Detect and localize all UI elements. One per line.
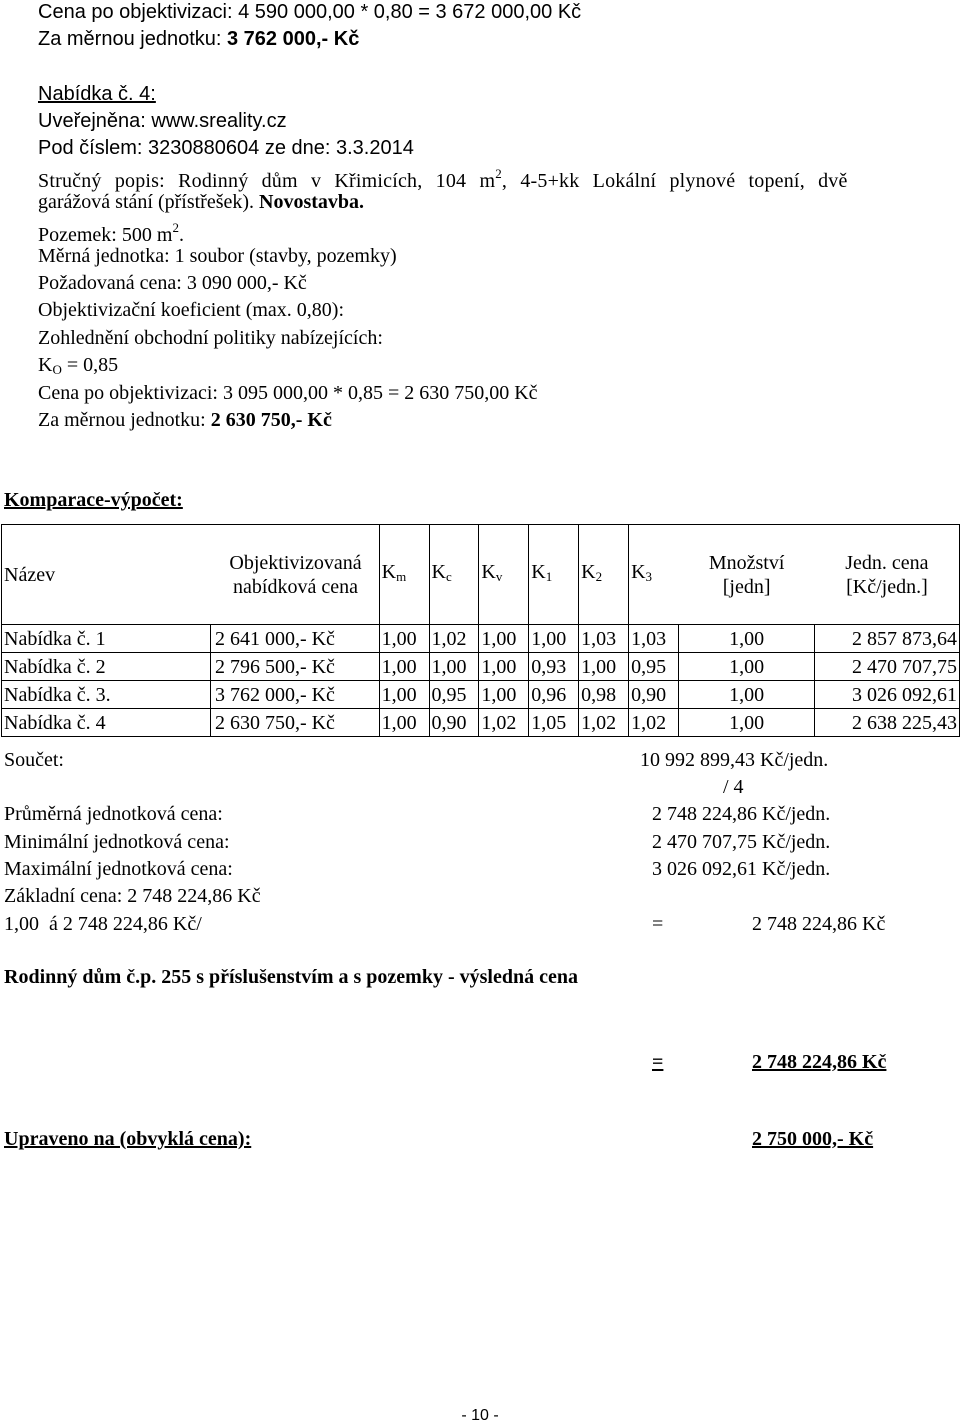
row-k2: 0,98 bbox=[579, 681, 629, 709]
header-k2 bbox=[579, 525, 629, 625]
header-kc bbox=[429, 525, 479, 625]
row-name: Nabídka č. 4 bbox=[2, 709, 211, 737]
adjusted-label: Upraveno na (obvyklá cena): bbox=[4, 1128, 252, 1150]
row-quantity: 1,00 bbox=[678, 625, 814, 653]
average-label: Průměrná jednotková cena: bbox=[4, 803, 223, 825]
kv-sub: v bbox=[495, 569, 503, 584]
table-row bbox=[2, 709, 960, 737]
offer-4-plot-a: Pozemek: 500 m bbox=[38, 224, 173, 246]
row-name: Nabídka č. 3. bbox=[2, 681, 211, 709]
header-k1 bbox=[529, 525, 579, 625]
row-kc: 1,00 bbox=[429, 653, 479, 681]
row-k1: 0,96 bbox=[529, 681, 579, 709]
row-price: 2 641 000,- Kč bbox=[210, 625, 379, 653]
km-sub: m bbox=[396, 569, 407, 584]
header-k3 bbox=[629, 525, 679, 625]
adjusted-value: 2 750 000,- Kč bbox=[752, 1128, 874, 1150]
offer-4-per-unit-label: Za měrnou jednotku: bbox=[38, 409, 211, 431]
result-title: Rodinný dům č.p. 255 s příslušenstvím a s pozemky - výsledná cena bbox=[4, 966, 578, 988]
offer-4-ko bbox=[38, 353, 118, 382]
row-unit-price: 3 026 092,61 bbox=[815, 681, 960, 709]
k3-sub: 3 bbox=[645, 569, 653, 584]
offer-4-new-build: Novostavba. bbox=[259, 191, 365, 213]
offer-4-plot-b: . bbox=[178, 224, 184, 246]
offer-4-title: Nabídka č. 4: bbox=[38, 83, 156, 105]
result-value: 2 748 224,86 Kč bbox=[752, 1051, 887, 1073]
offer-4-description-b: , 4-5+kk Lokální plynové topení, dvě bbox=[501, 170, 848, 192]
offer-4-per-unit bbox=[38, 408, 332, 432]
row-price: 3 762 000,- Kč bbox=[210, 681, 379, 709]
k2-sub: 2 bbox=[595, 569, 603, 584]
row-name: Nabídka č. 2 bbox=[2, 653, 211, 681]
offer-4-policy: Zohlednění obchodní politiky nabízejících: bbox=[38, 327, 383, 349]
row-kv: 1,00 bbox=[479, 681, 529, 709]
kc-base: K bbox=[431, 561, 446, 583]
minimum-label: Minimální jednotková cena: bbox=[4, 831, 230, 853]
offer-4-plot-sup: 2 bbox=[172, 220, 179, 235]
row-k2: 1,00 bbox=[579, 653, 629, 681]
offer-4-description bbox=[38, 162, 848, 193]
table-row bbox=[2, 681, 960, 709]
offer-4-area-sup: 2 bbox=[495, 166, 502, 181]
k3-base: K bbox=[631, 561, 646, 583]
row-price: 2 796 500,- Kč bbox=[210, 653, 379, 681]
ko-sub: O bbox=[52, 362, 62, 377]
row-unit-price: 2 470 707,75 bbox=[815, 653, 960, 681]
calc-equals: = bbox=[652, 913, 664, 935]
header-km bbox=[379, 525, 429, 625]
k2-base: K bbox=[581, 561, 596, 583]
row-k3: 0,90 bbox=[629, 681, 679, 709]
row-km: 1,00 bbox=[379, 709, 429, 737]
offer-4-price: Požadovaná cena: 3 090 000,- Kč bbox=[38, 272, 307, 294]
maximum-label: Maximální jednotková cena: bbox=[4, 858, 233, 880]
header-name-label: Název bbox=[4, 563, 56, 586]
offer-4-published: Uveřejněna: www.sreality.cz bbox=[38, 110, 287, 132]
header-quantity-line2: [jedn] bbox=[722, 575, 771, 598]
ko-value: = 0,85 bbox=[61, 354, 119, 376]
header-kv bbox=[479, 525, 529, 625]
row-k2: 1,03 bbox=[579, 625, 629, 653]
row-price: 2 630 750,- Kč bbox=[210, 709, 379, 737]
km-base: K bbox=[381, 561, 397, 583]
k1-sub: 1 bbox=[545, 569, 553, 584]
row-k1: 1,05 bbox=[529, 709, 579, 737]
result-equals: = bbox=[652, 1051, 664, 1073]
row-k3: 1,03 bbox=[629, 625, 679, 653]
base-price: Základní cena: 2 748 224,86 Kč bbox=[4, 885, 261, 907]
offer-4-coef: Objektivizační koeficient (max. 0,80): bbox=[38, 299, 345, 321]
row-kc: 0,95 bbox=[429, 681, 479, 709]
row-km: 1,00 bbox=[379, 625, 429, 653]
calc-left: 1,00 á 2 748 224,86 Kč/ bbox=[4, 913, 202, 935]
row-name: Nabídka č. 1 bbox=[2, 625, 211, 653]
minimum-value: 2 470 707,75 Kč/jedn. bbox=[652, 831, 831, 853]
offer-4-description-a: Stručný popis: Rodinný dům v Křimicích, 104 m bbox=[38, 170, 496, 192]
table-row bbox=[2, 625, 960, 653]
header-name bbox=[2, 525, 211, 625]
unit-price-label: Za měrnou jednotku: bbox=[38, 28, 227, 50]
row-quantity: 1,00 bbox=[678, 681, 814, 709]
table-header-row bbox=[2, 525, 960, 625]
offer-4-objectified: Cena po objektivizaci: 3 095 000,00 * 0,85 = 2 630 750,00 Kč bbox=[38, 382, 538, 404]
calc-value: 2 748 224,86 Kč bbox=[752, 913, 886, 935]
row-quantity: 1,00 bbox=[678, 653, 814, 681]
row-k3: 1,02 bbox=[629, 709, 679, 737]
row-km: 1,00 bbox=[379, 681, 429, 709]
offer-4-unit: Měrná jednotka: 1 soubor (stavby, pozemky) bbox=[38, 245, 397, 267]
comparison-heading: Komparace-výpočet: bbox=[4, 489, 183, 511]
row-k2: 1,02 bbox=[579, 709, 629, 737]
row-kv: 1,02 bbox=[479, 709, 529, 737]
comparison-table bbox=[1, 524, 960, 737]
unit-price-line bbox=[38, 27, 359, 51]
row-unit-price: 2 857 873,64 bbox=[815, 625, 960, 653]
header-unit-price-line1: Jedn. cena bbox=[845, 551, 929, 574]
offer-4-per-unit-value: 2 630 750,- Kč bbox=[210, 409, 332, 431]
row-kc: 0,90 bbox=[429, 709, 479, 737]
sum-label: Součet: bbox=[4, 749, 64, 771]
offer-4-description-2 bbox=[38, 190, 364, 214]
row-kv: 1,00 bbox=[479, 625, 529, 653]
k1-base: K bbox=[531, 561, 546, 583]
sum-divisor: / 4 bbox=[723, 776, 744, 798]
ko-base: K bbox=[38, 354, 53, 376]
row-k1: 1,00 bbox=[529, 625, 579, 653]
row-kc: 1,02 bbox=[429, 625, 479, 653]
page-number: - 10 - bbox=[461, 1407, 499, 1424]
average-value: 2 748 224,86 Kč/jedn. bbox=[652, 803, 831, 825]
row-k1: 0,93 bbox=[529, 653, 579, 681]
unit-price-value: 3 762 000,- Kč bbox=[227, 28, 360, 50]
sum-value: 10 992 899,43 Kč/jedn. bbox=[640, 749, 829, 771]
row-unit-price: 2 638 225,43 bbox=[815, 709, 960, 737]
offer-4-parking: garážová stání (přístřešek). bbox=[38, 191, 260, 213]
kv-base: K bbox=[481, 561, 496, 583]
header-quantity bbox=[678, 525, 814, 625]
header-objectified-line1: Objektivizovaná bbox=[229, 551, 362, 574]
table-row bbox=[2, 653, 960, 681]
header-objectified-line2: nabídková cena bbox=[233, 575, 358, 598]
row-k3: 0,95 bbox=[629, 653, 679, 681]
header-unit-price bbox=[815, 525, 960, 625]
offer-4-plot bbox=[38, 216, 184, 247]
maximum-value: 3 026 092,61 Kč/jedn. bbox=[652, 858, 831, 880]
header-unit-price-line2: [Kč/jedn.] bbox=[846, 575, 928, 598]
row-quantity: 1,00 bbox=[678, 709, 814, 737]
offer-4-number: Pod číslem: 3230880604 ze dne: 3.3.2014 bbox=[38, 137, 414, 159]
row-km: 1,00 bbox=[379, 653, 429, 681]
row-kv: 1,00 bbox=[479, 653, 529, 681]
kc-sub: c bbox=[445, 569, 452, 584]
objectified-price-line: Cena po objektivizaci: 4 590 000,00 * 0,80 = 3 672 000,00 Kč bbox=[38, 1, 582, 23]
header-quantity-line1: Množství bbox=[708, 551, 785, 574]
header-objectified bbox=[210, 525, 379, 625]
